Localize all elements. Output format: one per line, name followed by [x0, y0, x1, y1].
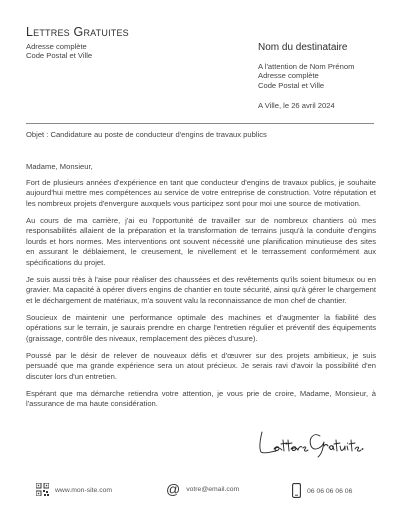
footer-email[interactable]: [166, 483, 239, 496]
sender-address: [26, 42, 92, 61]
handwritten-signature: [256, 424, 366, 458]
recipient-address: [258, 62, 354, 90]
at-sign-icon: @: [166, 481, 181, 497]
footer-phone[interactable]: [292, 483, 352, 500]
paragraph-2: Au cours de ma carrière, j'ai eu l'opportunité de travailler sur de nombreux chantiers où mes responsabilités allaient de la préparation et la transformation de terrains jusqu'à la conduite d'engins lourds et hors normes. Mes interventions ont souvent nécessité une planification minutieuse des sites en assurant le déblaiement, le creusement, le nivellement et le terrassement conformément aux spécifications du projet.: [26, 215, 376, 267]
header-divider: [26, 123, 374, 124]
footer-website-text: www.mon-site.com: [55, 487, 113, 494]
sender-address-line2: Code Postal et Ville: [26, 51, 93, 61]
salutation: Madame, Monsieur,: [26, 162, 93, 171]
smartphone-icon: [292, 483, 301, 500]
paragraph-5: Poussé par le désir de relever de nouveaux défis et d'œuvrer sur des projets ambitieux, je suis persuadé que ma grande expérience sera un atout précieux. Je serais ravi d'avoir la possibilité d'en discuter lors d'un entretien.: [26, 350, 376, 381]
recipient-address-line1: Adresse complète: [258, 71, 319, 81]
letter-body: [26, 162, 376, 416]
paragraph-6: Espérant que ma démarche retiendra votre attention, je vous prie de croire, Madame, Monsieur, à l'assurance de ma haute considération.: [26, 388, 376, 409]
letter-date: A Ville, le 26 avril 2024: [258, 101, 335, 110]
paragraph-1: Fort de plusieurs années d'expérience en tant que conducteur d'engins de travaux publics, je souhaite aujourd'hui mettre mes compétences au service de votre entreprise de construction. Votre réputation et les nombreux projets d'envergure auxquels vous participez sont pour moi une source de motivation.: [26, 177, 376, 208]
qr-code-icon: [36, 483, 49, 498]
paragraph-3: Je suis aussi très à l'aise pour réaliser des chaussées et des revêtements qu'ils soient bitumeux ou en gravier. Ma capacité à opérer divers engins de chantier en toute sécurité, ainsi qu'à gérer le chargement et le déchargement de matériaux, m'a souvent valu la reconnaissance de mon chef de chantier.: [26, 274, 376, 305]
footer-phone-text: 06 06 06 06 06: [307, 488, 353, 495]
recipient-attention: A l'attention de Nom Prénom: [258, 62, 355, 71]
letter-subject: Objet : Candidature au poste de conducteur d'engins de travaux publics: [26, 130, 267, 139]
recipient-name: Nom du destinataire: [258, 42, 348, 53]
sender-address-line1: Adresse complète: [26, 42, 87, 51]
paragraph-4: Soucieux de maintenir une performance optimale des machines et d'augmenter la fiabilité des opérations sur le terrain, je saurais prendre en charge l'entretien régulier et préventif des équipements (graissage, contrôle des niveaux, remplacement des pièces d'usure).: [26, 312, 376, 343]
footer-email-text: votre@email.com: [186, 486, 240, 493]
sender-name: Lettres Gratuites: [26, 25, 129, 39]
recipient-address-line2: Code Postal et Ville: [258, 80, 325, 90]
footer-website[interactable]: [36, 483, 112, 498]
